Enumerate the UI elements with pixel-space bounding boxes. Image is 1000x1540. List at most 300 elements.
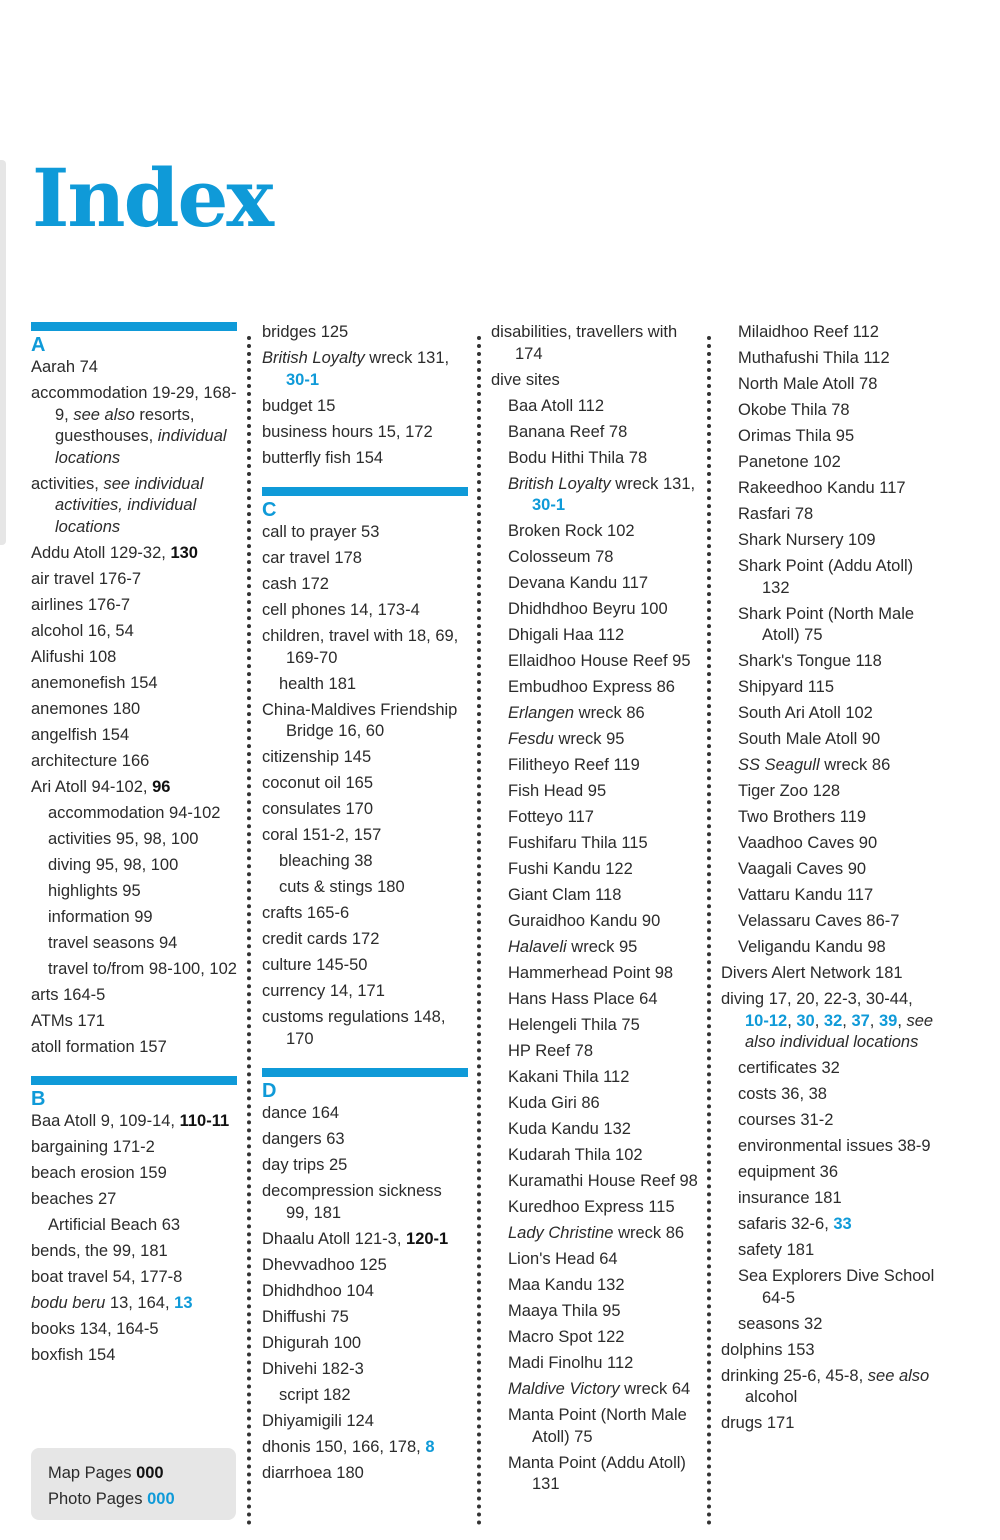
index-subentry [738,604,936,647]
entry-text: Dhivehi 182-3 [262,1359,364,1378]
entry-text: North Male Atoll 78 [738,375,878,393]
entry-text: Alifushi 108 [31,647,117,666]
index-entry [262,322,468,344]
index-column-1 [31,322,237,1371]
entry-text: South Ari Atoll 102 [738,704,873,722]
index-subentry [738,478,936,500]
index-entry [262,1333,468,1355]
legend-map-label: Map Pages [48,1464,132,1482]
index-subentry [738,348,936,370]
index-entry [31,1011,237,1033]
index-entry [262,1307,468,1329]
index-subentry [738,1266,936,1309]
index-entry [31,1189,237,1211]
entry-text: see also individual locations [745,1011,934,1051]
index-subentry [508,573,701,595]
entry-text: 32 [823,1011,843,1030]
index-subentry [738,1058,936,1080]
index-subentry [738,1110,936,1132]
entry-text: ATMs 171 [31,1011,105,1030]
entry-text: Veligandu Kandu 98 [738,938,886,956]
index-subentry [279,1385,468,1407]
entry-text: British Loyalty [262,349,365,367]
index-entry [262,799,468,821]
index-entry [262,1411,468,1433]
entry-text: Sea Explorers Dive School 64-5 [738,1267,935,1307]
entry-text: Baa Atoll 9, 109-14, [31,1112,180,1130]
entry-text: beaches 27 [31,1190,117,1208]
legend-photo-pages [48,1489,175,1509]
index-subentry [508,989,701,1011]
index-subentry [738,1314,936,1336]
entry-text: coral 151-2, 157 [262,826,382,844]
entry-text: highlights 95 [48,881,141,900]
entry-text: architecture 166 [31,751,150,770]
entry-text: resorts, guesthouses, [55,405,195,445]
index-entry [262,1255,468,1277]
index-subentry [508,781,701,803]
index-subentry [738,677,936,699]
legend-map-pages [48,1463,164,1483]
index-subentry [508,1119,701,1141]
entry-text: arts 164-5 [31,985,106,1004]
entry-text: diving 17, 20, 22-3, 30-44, [721,990,913,1008]
entry-text: 120-1 [406,1229,449,1248]
entry-text: Fesdu [508,730,554,748]
index-subentry [738,504,936,526]
section-bar [262,487,468,496]
entry-text: car travel 178 [262,549,362,567]
entry-text: Milaidhoo Reef 112 [738,323,879,341]
entry-text: Manta Point (North Male Atoll) 75 [508,1406,687,1446]
entry-text: , [842,1011,852,1030]
entry-text: Rakeedhoo Kandu 117 [738,479,906,497]
index-entry [31,357,237,379]
entry-text: Dhiffushi 75 [262,1307,349,1326]
index-subentry [738,755,936,777]
entry-text: bends, the 99, 181 [31,1242,168,1260]
index-entry [31,1163,237,1185]
entry-text: travel seasons 94 [48,933,178,952]
index-entry [31,725,237,747]
entry-text: cash 172 [262,575,329,593]
index-subentry [738,911,936,933]
index-subentry [738,885,936,907]
entry-text: Shark's Tongue 118 [738,652,882,670]
entry-text: Guraidhoo Kandu 90 [508,912,661,930]
entry-text: cuts & stings 180 [279,878,405,896]
index-subentry [508,1145,701,1167]
index-subentry [738,833,936,855]
entry-text: angelfish 154 [31,725,130,744]
index-subentry [508,1301,701,1323]
entry-text: Lion's Head 64 [508,1250,618,1268]
entry-text: drinking 25-6, 45-8, [721,1366,868,1385]
section-bar [262,1068,468,1077]
index-entry [262,903,468,925]
entry-text: Muthafushi Thila 112 [738,349,890,367]
index-column-4 [721,322,936,1439]
index-subentry [508,1405,701,1448]
index-subentry [508,1379,701,1401]
index-entry [491,322,701,365]
index-subentry [279,851,468,873]
entry-text: Ellaidhoo House Reef 95 [508,652,691,670]
entry-text: , [814,1011,824,1030]
entry-text: Orimas Thila 95 [738,427,855,445]
index-entry [31,474,237,539]
index-entry [262,600,468,622]
entry-text: Vaagali Caves 90 [738,860,867,878]
entry-text: script 182 [279,1385,351,1404]
index-subentry [48,855,237,877]
index-subentry [738,1240,936,1262]
index-entry [721,989,936,1054]
index-subentry [508,729,701,751]
entry-text: 39 [878,1011,898,1030]
index-entry [31,1319,237,1341]
section-letter: D [262,1080,277,1102]
index-entry [31,1111,237,1133]
index-subentry [738,807,936,829]
entry-text: wreck 95 [566,938,638,956]
entry-text: Artificial Beach 63 [48,1216,181,1234]
entry-text: wreck 64 [619,1380,691,1398]
index-subentry [508,1041,701,1063]
index-subentry [738,1084,936,1106]
index-subentry [508,1223,701,1245]
index-entry [31,1037,237,1059]
entry-text: Hammerhead Point 98 [508,964,674,982]
index-subentry [508,599,701,621]
entry-text: Velassaru Caves 86-7 [738,912,900,930]
index-subentry [508,1067,701,1089]
entry-text: Shark Point (North Male Atoll) 75 [738,604,915,644]
entry-text: Okobe Thila 78 [738,401,850,419]
index-subentry [508,1171,701,1193]
index-subentry [738,400,936,422]
index-subentry [508,755,701,777]
index-entry [31,1345,237,1367]
section-letter: A [31,334,46,356]
entry-text: alcohol 16, 54 [31,621,134,640]
entry-text: Halaveli [508,938,567,956]
index-subentry [48,959,237,981]
entry-text: 33 [833,1215,852,1233]
entry-text: dive sites [491,370,560,389]
entry-text: anemonefish 154 [31,673,158,692]
entry-text: Panetone 102 [738,453,841,471]
entry-text: day trips 25 [262,1156,348,1174]
entry-text: 110-11 [179,1112,230,1130]
entry-text: Dhidhdhoo Beyru 100 [508,600,668,618]
entry-text: Kuda Giri 86 [508,1094,600,1112]
entry-text: airlines 176-7 [31,595,131,614]
index-entry [31,383,237,469]
entry-text: budget 15 [262,396,336,415]
entry-text: Giant Clam 118 [508,886,622,904]
entry-text: 30-1 [286,370,320,389]
entry-text: accommodation 19-29, 168-9, [31,384,237,424]
index-entry [31,1267,237,1289]
entry-text: Hans Hass Place 64 [508,990,658,1008]
index-column-2 [262,322,468,1489]
entry-text: health 181 [279,674,357,693]
index-entry [31,1241,237,1263]
entry-text: wreck 131, [610,474,696,493]
index-subentry [508,885,701,907]
index-subentry [738,556,936,599]
entry-text: Kuramathi House Reef 98 [508,1172,698,1190]
entry-text: crafts 165-6 [262,904,350,922]
entry-text: information 99 [48,907,153,926]
entry-text: dance 164 [262,1104,340,1122]
entry-text: butterfly fish 154 [262,448,384,467]
index-entry [721,1340,936,1362]
entry-text: Aarah 74 [31,358,98,376]
entry-text: Helengeli Thila 75 [508,1016,640,1034]
index-subentry [508,1327,701,1349]
index-column-3 [491,322,701,1500]
entry-text: Madi Finolhu 112 [508,1354,634,1372]
index-subentry [738,937,936,959]
entry-text: dolphins 153 [721,1340,815,1359]
entry-text: Dhaalu Atoll 121-3, [262,1229,407,1248]
entry-text: Tiger Zoo 128 [738,782,841,800]
entry-text: air travel 176-7 [31,569,142,588]
index-entry [262,522,468,544]
index-entry [31,1293,237,1315]
index-subentry [508,937,701,959]
index-subentry [738,703,936,725]
index-subentry [508,1353,701,1375]
section-letter: C [262,499,277,521]
entry-text: individual locations [55,427,227,467]
entry-text: cell phones 14, 173-4 [262,601,420,619]
index-entry [262,1281,468,1303]
entry-text: coconut oil 165 [262,774,373,792]
index-subentry [508,911,701,933]
entry-text: wreck 86 [819,756,891,774]
page-title: Index [32,151,273,245]
entry-text: boat travel 54, 177-8 [31,1268,183,1286]
entry-text: 8 [425,1437,435,1456]
index-subentry [48,933,237,955]
entry-text: 130 [170,543,198,562]
index-subentry [508,1197,701,1219]
entry-text: alcohol [745,1388,798,1406]
entry-text: wreck 86 [613,1224,685,1242]
index-entry [262,1359,468,1381]
index-subentry [508,521,701,543]
entry-text: Filitheyo Reef 119 [508,756,640,774]
index-entry [262,348,468,391]
entry-text: business hours 15, 172 [262,422,433,441]
legend-photo-label: Photo Pages [48,1490,143,1508]
index-entry [262,1181,468,1224]
index-subentry [738,322,936,344]
entry-text: Dhigurah 100 [262,1333,362,1352]
entry-text: decompression sickness 99, 181 [262,1182,442,1222]
index-subentry [48,1215,237,1237]
index-entry [31,595,237,617]
entry-text: Devana Kandu 117 [508,574,649,592]
entry-text: Maaya Thila 95 [508,1302,621,1320]
index-subentry [508,651,701,673]
entry-text: see individual [103,474,204,493]
index-subentry [508,625,701,647]
entry-text: Kuda Kandu 132 [508,1120,631,1138]
index-entry [31,647,237,669]
index-subentry [508,396,701,418]
index-entry [262,955,468,977]
index-entry [31,699,237,721]
index-subentry [508,1275,701,1297]
entry-text: wreck 95 [553,730,625,748]
index-entry [262,825,468,847]
section-bar [31,1076,237,1085]
entry-text: see also [867,1366,930,1385]
entry-text: consulates 170 [262,800,373,818]
entry-text: environmental issues 38-9 [738,1137,931,1155]
entry-text: Ari Atoll 94-102, [31,777,153,796]
index-entry [262,929,468,951]
entry-text: Two Brothers 119 [738,808,867,826]
entry-text: safaris 32-6, [738,1215,834,1233]
entry-text: call to prayer 53 [262,523,380,541]
index-subentry [508,547,701,569]
index-entry [262,747,468,769]
entry-text: 96 [152,777,171,796]
index-entry [262,1463,468,1485]
index-subentry [48,907,237,929]
entry-text: boxfish 154 [31,1346,116,1364]
index-entry [31,1137,237,1159]
index-entry [262,1229,468,1251]
entry-text: bleaching 38 [279,852,373,870]
entry-text: bridges 125 [262,323,349,341]
entry-text: safety 181 [738,1241,815,1259]
legend-map-value: 000 [136,1464,164,1482]
entry-text: Colosseum 78 [508,548,614,566]
legend-photo-value: 000 [147,1490,175,1508]
index-subentry [738,426,936,448]
entry-text: Fushi Kandu 122 [508,860,633,878]
entry-text: Banana Reef 78 [508,422,628,441]
index-subentry [279,877,468,899]
column-divider [477,336,481,1526]
entry-text: activities, [31,474,104,493]
page-key-legend [31,1448,236,1520]
entry-text: Manta Point (Addu Atoll) 131 [508,1453,686,1493]
entry-text: children, travel with 18, 69, 169-70 [262,627,459,667]
index-subentry [738,651,936,673]
entry-text: Erlangen [508,704,575,722]
index-entry [262,773,468,795]
entry-text: SS Seagull [738,756,820,774]
index-entry [721,1366,936,1409]
entry-text: Vaadhoo Caves 90 [738,834,878,852]
entry-text: British Loyalty [508,474,611,493]
index-subentry [738,859,936,881]
entry-text: Fish Head 95 [508,782,607,800]
entry-text: books 134, 164-5 [31,1320,159,1338]
entry-text: Fushifaru Thila 115 [508,834,648,852]
entry-text: drugs 171 [721,1414,795,1432]
entry-text: Addu Atoll 129-32, [31,543,171,562]
index-subentry [48,829,237,851]
entry-text: Dhevvadhoo 125 [262,1255,387,1274]
entry-text: seasons 32 [738,1314,823,1333]
column-divider [707,336,711,1526]
index-subentry [738,1214,936,1236]
entry-text: 30 [796,1011,815,1030]
entry-text: bargaining 171-2 [31,1138,155,1156]
index-subentry [738,452,936,474]
index-entry [262,422,468,444]
index-entry [491,370,701,392]
entry-text: Rasfari 78 [738,505,814,523]
index-subentry [508,859,701,881]
index-subentry [508,422,701,444]
index-subentry [508,703,701,725]
entry-text: China-Maldives Friendship Bridge 16, 60 [262,700,458,740]
entry-text: wreck 86 [574,704,645,722]
entry-text: 30-1 [532,496,566,514]
index-entry [31,621,237,643]
section-letter: B [31,1088,46,1110]
entry-text: Shark Point (Addu Atoll) 132 [738,557,914,597]
entry-text: Vattaru Kandu 117 [738,886,874,904]
entry-text: certificates 32 [738,1059,840,1077]
index-subentry [738,729,936,751]
index-subentry [738,781,936,803]
entry-text: 13, 164, [105,1294,175,1312]
entry-text: Kuredhoo Express 115 [508,1198,675,1216]
index-entry [31,985,237,1007]
entry-text: citizenship 145 [262,748,372,766]
entry-text: 13 [174,1294,193,1312]
entry-text: see also [73,405,135,424]
index-subentry [279,674,468,696]
entry-text: Maldive Victory [508,1380,620,1398]
entry-text: , [787,1011,797,1030]
entry-text: Dhidhdhoo 104 [262,1281,374,1300]
entry-text: beach erosion 159 [31,1164,167,1182]
entry-text: disabilities, travellers with 174 [491,323,678,363]
index-entry [31,751,237,773]
entry-text: Baa Atoll 112 [508,396,605,415]
entry-text: atoll formation 157 [31,1037,167,1056]
index-entry [262,548,468,570]
index-entry [262,1129,468,1151]
entry-text: equipment 36 [738,1163,838,1181]
entry-text: dangers 63 [262,1130,345,1148]
index-subentry [508,677,701,699]
index-entry [262,1007,468,1050]
entry-text: insurance 181 [738,1189,842,1207]
index-entry [31,569,237,591]
entry-text: Fotteyo 117 [508,808,594,826]
entry-text: South Male Atoll 90 [738,730,881,748]
index-entry [262,1437,468,1459]
index-subentry [508,1453,701,1496]
index-subentry [508,1249,701,1271]
index-subentry [738,530,936,552]
entry-text: wreck 131, [364,349,450,367]
entry-text: currency 14, 171 [262,982,385,1000]
index-entry [262,574,468,596]
